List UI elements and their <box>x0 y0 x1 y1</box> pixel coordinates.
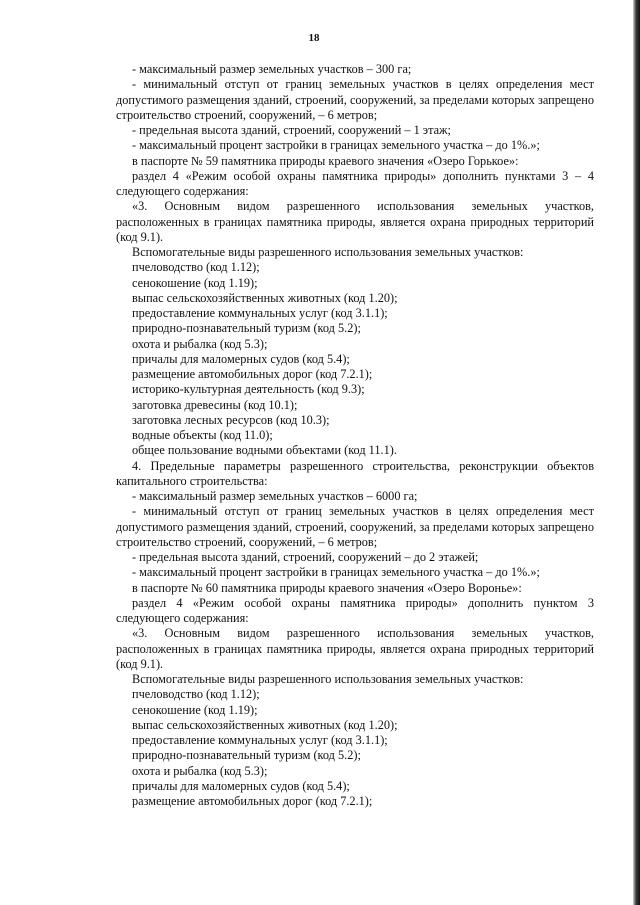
document-paragraph: заготовка лесных ресурсов (код 10.3); <box>132 412 330 427</box>
document-paragraph: общее пользование водными объектами (код 11.1). <box>132 443 397 458</box>
page-number: 18 <box>308 32 320 44</box>
document-paragraph: Вспомогательные виды разрешенного использования земельных участков: <box>132 672 524 686</box>
document-paragraph: историко-культурная деятельность (код 9.3); <box>132 382 365 397</box>
document-paragraph: «3. Основным видом разрешенного использования земельных участков, расположенных в границах памятника природы, является охрана природных территорий (код 9.1). <box>116 626 594 671</box>
document-paragraph: 4. Предельные параметры разрешенного строительства, реконструкции объектов капитального строительства: <box>116 458 594 488</box>
document-paragraph: - предельная высота зданий, строений, сооружений – 1 этаж; <box>132 123 451 137</box>
document-paragraph: сенокошение (код 1.19); <box>132 702 258 717</box>
document-paragraph: раздел 4 «Режим особой охраны памятника природы» дополнить пунктом 3 следующего содержания: <box>116 595 594 625</box>
document-paragraph: - максимальный процент застройки в границах земельного участка – до 1%.»; <box>132 565 540 580</box>
document-paragraph: - предельная высота зданий, строений, сооружений – до 2 этажей; <box>132 550 479 564</box>
document-paragraph: размещение автомобильных дорог (код 7.2.1); <box>132 367 373 381</box>
document-paragraph: водные объекты (код 11.0); <box>132 428 273 442</box>
document-paragraph: охота и рыбалка (код 5.3); <box>132 336 268 351</box>
document-paragraph: в паспорте № 59 памятника природы краевого значения «Озеро Горькое»: <box>132 153 519 168</box>
document-paragraph: предоставление коммунальных услуг (код 3.1.1); <box>132 733 388 747</box>
document-paragraph: - максимальный процент застройки в границах земельного участка – до 1%.»; <box>132 138 540 153</box>
document-paragraph: - максимальный размер земельных участков – 6000 га; <box>132 489 418 503</box>
document-paragraph: охота и рыбалка (код 5.3); <box>132 763 268 778</box>
document-paragraph: выпас сельскохозяйственных животных (код 1.20); <box>132 290 398 305</box>
document-paragraph: заготовка древесины (код 10.1); <box>132 397 298 412</box>
document-paragraph: - максимальный размер земельных участков – 300 га; <box>132 62 412 76</box>
document-paragraph: - минимальный отступ от границ земельных участков в целях определения мест допустимого размещения зданий, строений, сооружений, за пределами которых запрещено строительство строений, сооружений, – 6 метров; <box>116 504 594 549</box>
document-paragraph: причалы для маломерных судов (код 5.4); <box>132 778 350 793</box>
document-paragraph: сенокошение (код 1.19); <box>132 275 258 290</box>
document-paragraph: в паспорте № 60 памятника природы краевого значения «Озеро Воронье»: <box>132 580 522 595</box>
document-paragraph: раздел 4 «Режим особой охраны памятника природы» дополнить пунктами 3 – 4 следующего содержания: <box>116 168 594 198</box>
document-paragraph: «3. Основным видом разрешенного использования земельных участков, расположенных в границах памятника природы, является охрана природных территорий (код 9.1). <box>116 199 594 244</box>
document-paragraph: природно-познавательный туризм (код 5.2); <box>132 321 361 336</box>
document-body <box>116 62 594 809</box>
document-paragraph: природно-познавательный туризм (код 5.2); <box>132 748 361 763</box>
document-paragraph: Вспомогательные виды разрешенного использования земельных участков: <box>132 245 524 259</box>
document-paragraph: пчеловодство (код 1.12); <box>132 260 260 275</box>
document-paragraph: размещение автомобильных дорог (код 7.2.1); <box>132 794 373 808</box>
document-paragraph: причалы для маломерных судов (код 5.4); <box>132 351 350 366</box>
page-edge-shadow <box>633 0 640 905</box>
document-paragraph: - минимальный отступ от границ земельных участков в целях определения мест допустимого размещения зданий, строений, сооружений, за пределами которых запрещено строительство строений, сооружений, – 6 метров; <box>116 77 594 122</box>
document-paragraph: предоставление коммунальных услуг (код 3.1.1); <box>132 306 388 320</box>
document-paragraph: пчеловодство (код 1.12); <box>132 687 260 702</box>
document-paragraph: выпас сельскохозяйственных животных (код 1.20); <box>132 717 398 732</box>
